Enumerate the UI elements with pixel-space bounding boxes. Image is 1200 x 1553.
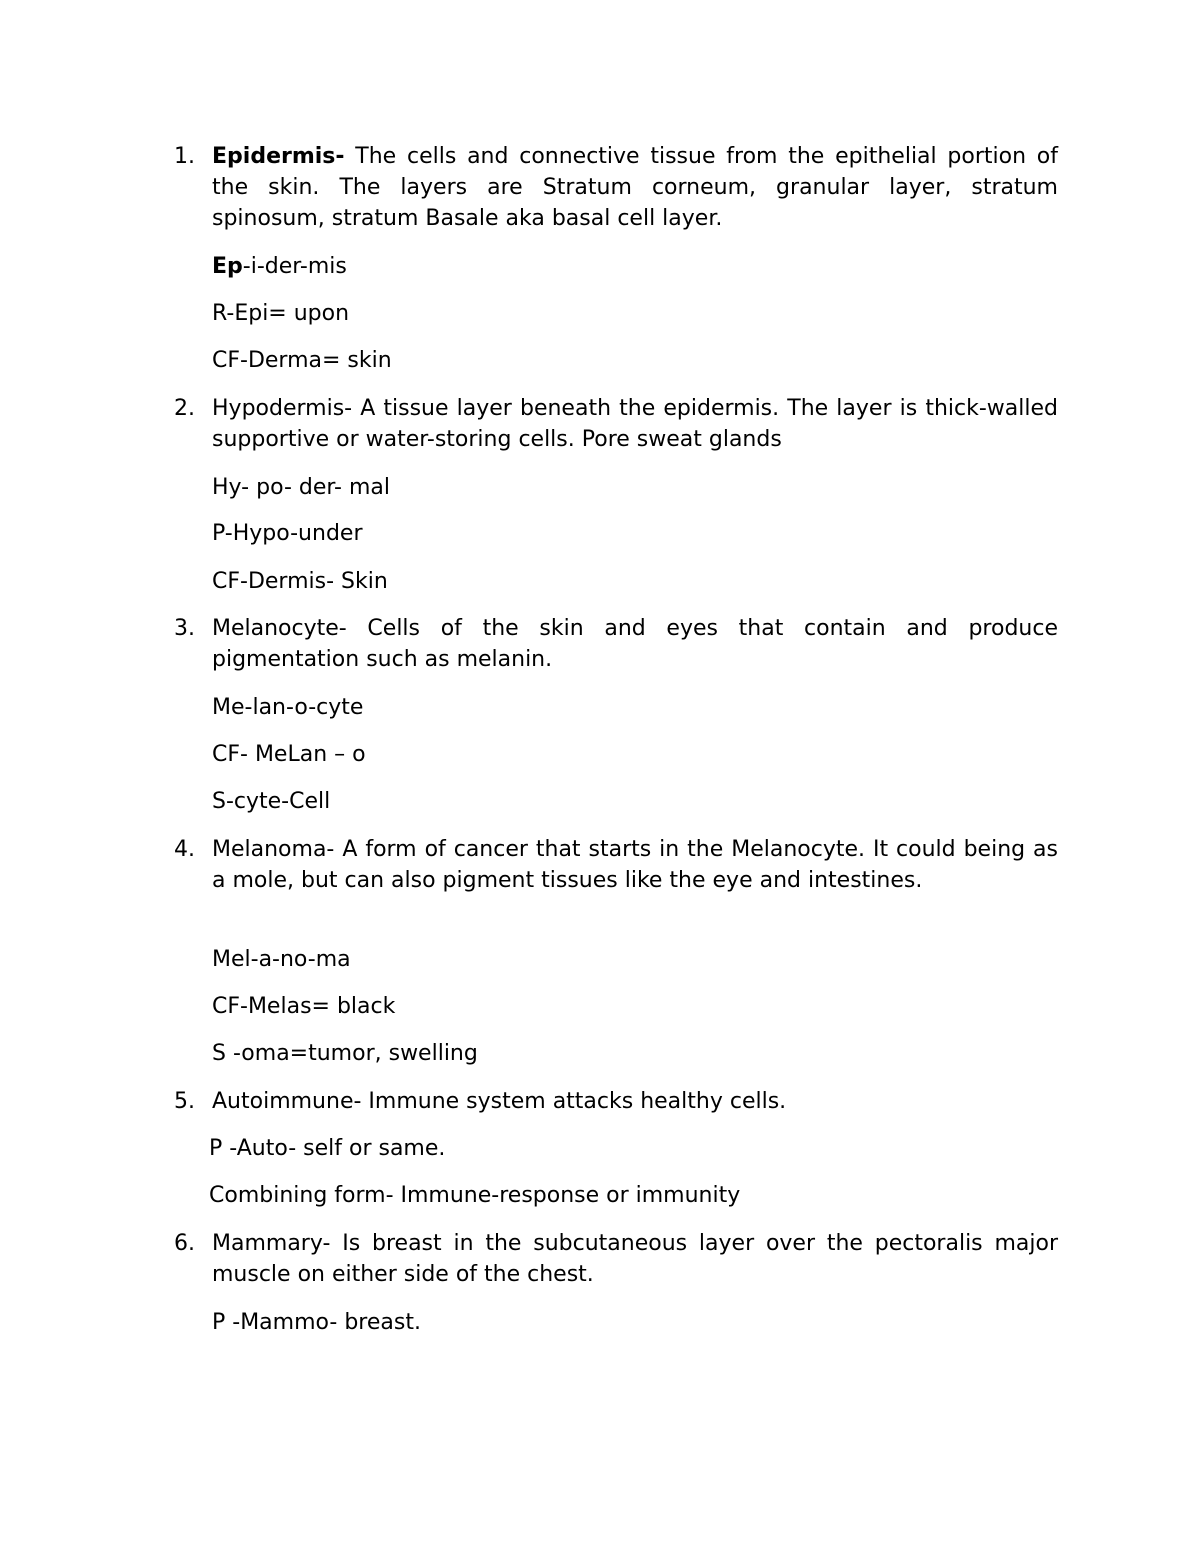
definition-paragraph: Melanocyte- Cells of the skin and eyes that contain and produce pigmentation such as melanin.: [212, 616, 1058, 672]
list-number: 1.: [174, 144, 195, 169]
pronunciation-bold: Ep: [212, 254, 243, 279]
list-number: 5.: [174, 1089, 195, 1114]
definition-paragraph: [212, 141, 1058, 234]
pronunciation-line: Mel-a-no-ma: [212, 947, 351, 972]
word-part-line: S -oma=tumor, swelling: [212, 1041, 478, 1066]
word-part-line: CF-Dermis- Skin: [212, 569, 388, 594]
definition-text: The cells and connective tissue from the epithelial portion of the skin. The layers are Stratum corneum, granular layer, stratum spinosum, stratum Basale aka basal cell layer.: [212, 144, 1058, 231]
word-part-line: CF-Derma= skin: [212, 348, 392, 373]
definition-paragraph: Melanoma- A form of cancer that starts in the Melanocyte. It could being as a mole, but can also pigment tissues like the eye and intestines.: [212, 837, 1058, 893]
definition-paragraph: Autoimmune- Immune system attacks healthy cells.: [212, 1089, 787, 1114]
list-number: 6.: [174, 1231, 195, 1256]
pronunciation-line: [212, 251, 347, 282]
word-part-line: P -Mammo- breast.: [212, 1310, 421, 1335]
list-number: 3.: [174, 616, 195, 641]
list-number: 2.: [174, 396, 195, 421]
term-label: Epidermis-: [212, 144, 345, 169]
word-part-line: S-cyte-Cell: [212, 789, 331, 814]
definition-paragraph: Hypodermis- A tissue layer beneath the epidermis. The layer is thick-walled supportive or water-storing cells. Pore sweat glands: [212, 396, 1058, 452]
pronunciation-line: Me-lan-o-cyte: [212, 695, 364, 720]
word-part-line: Combining form- Immune-response or immunity: [209, 1183, 741, 1208]
word-part-line: R-Epi= upon: [212, 301, 350, 326]
word-part-line: CF- MeLan – o: [212, 742, 366, 767]
definition-paragraph: Mammary- Is breast in the subcutaneous layer over the pectoralis major muscle on either side of the chest.: [212, 1231, 1058, 1287]
word-part-line: CF-Melas= black: [212, 994, 396, 1019]
word-part-line: P -Auto- self or same.: [209, 1136, 446, 1161]
pronunciation-rest: -i-der-mis: [242, 254, 347, 279]
pronunciation-line: Hy- po- der- mal: [212, 475, 390, 500]
word-part-line: P-Hypo-under: [212, 521, 363, 546]
list-number: 4.: [174, 837, 195, 862]
